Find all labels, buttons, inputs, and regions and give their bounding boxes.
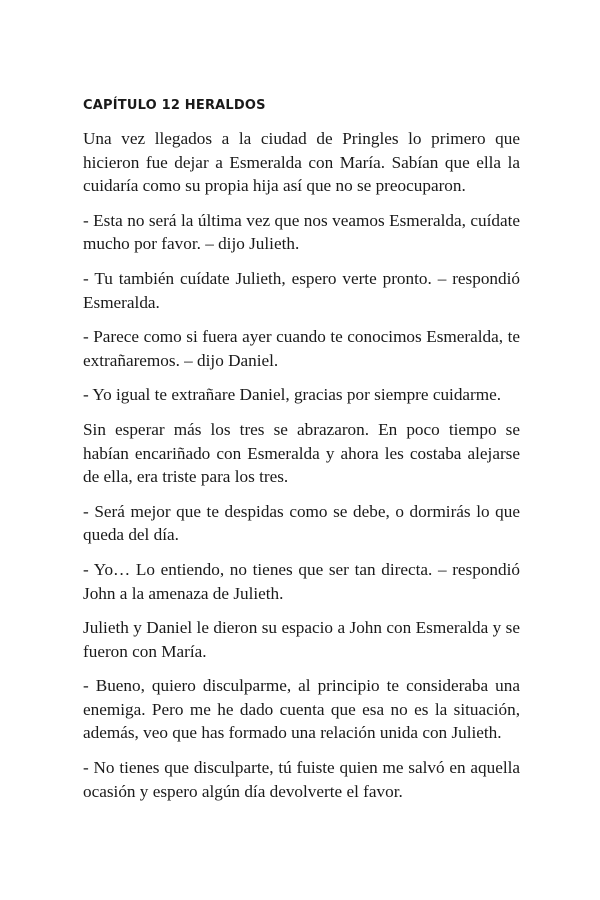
paragraph: - Yo… Lo entiendo, no tienes que ser tan directa. – respondió John a la amenaza de Julieth. [83, 559, 520, 603]
paragraph: Julieth y Daniel le dieron su espacio a John con Esmeralda y se fueron con María. [83, 618, 520, 661]
paragraph: - Esta no será la última vez que nos veamos Esmeralda, cuídate mucho por favor. – dijo Julieth. [83, 210, 520, 254]
paragraph: - Tu también cuídate Julieth, espero verte pronto. – respondió Esmeralda. [83, 268, 520, 312]
paragraph: - Será mejor que te despidas como se debe, o dormirás lo que queda del día. [83, 501, 520, 545]
paragraph: Sin esperar más los tres se abrazaron. En poco tiempo se habían encariñado con Esmeralda y ahora les costaba alejarse de ella, era triste para los tres. [83, 419, 520, 487]
paragraph: - No tienes que disculparte, tú fuiste quien me salvó en aquella ocasión y espero algún día devolverte el favor. [83, 758, 520, 801]
paragraph: Una vez llegados a la ciudad de Pringles lo primero que hicieron fue dejar a Esmeralda con María. Sabían que ella la cuidaría como su propia hija así que no se preocuparon. [83, 129, 520, 196]
paragraph: - Bueno, quiero disculparme, al principio te consideraba una enemiga. Pero me he dado cuenta que esa no es la situación, además, veo que has formado una relación unida con Julieth. [83, 676, 520, 743]
paragraph: - Yo igual te extrañare Daniel, gracias por siempre cuidarme. [83, 385, 502, 405]
paragraph: - Parece como si fuera ayer cuando te conocimos Esmeralda, te extrañaremos. – dijo Daniel. [83, 327, 520, 370]
chapter-title: CAPÍTULO 12 HERALDOS [83, 98, 266, 113]
book-page [83, 97, 520, 814]
